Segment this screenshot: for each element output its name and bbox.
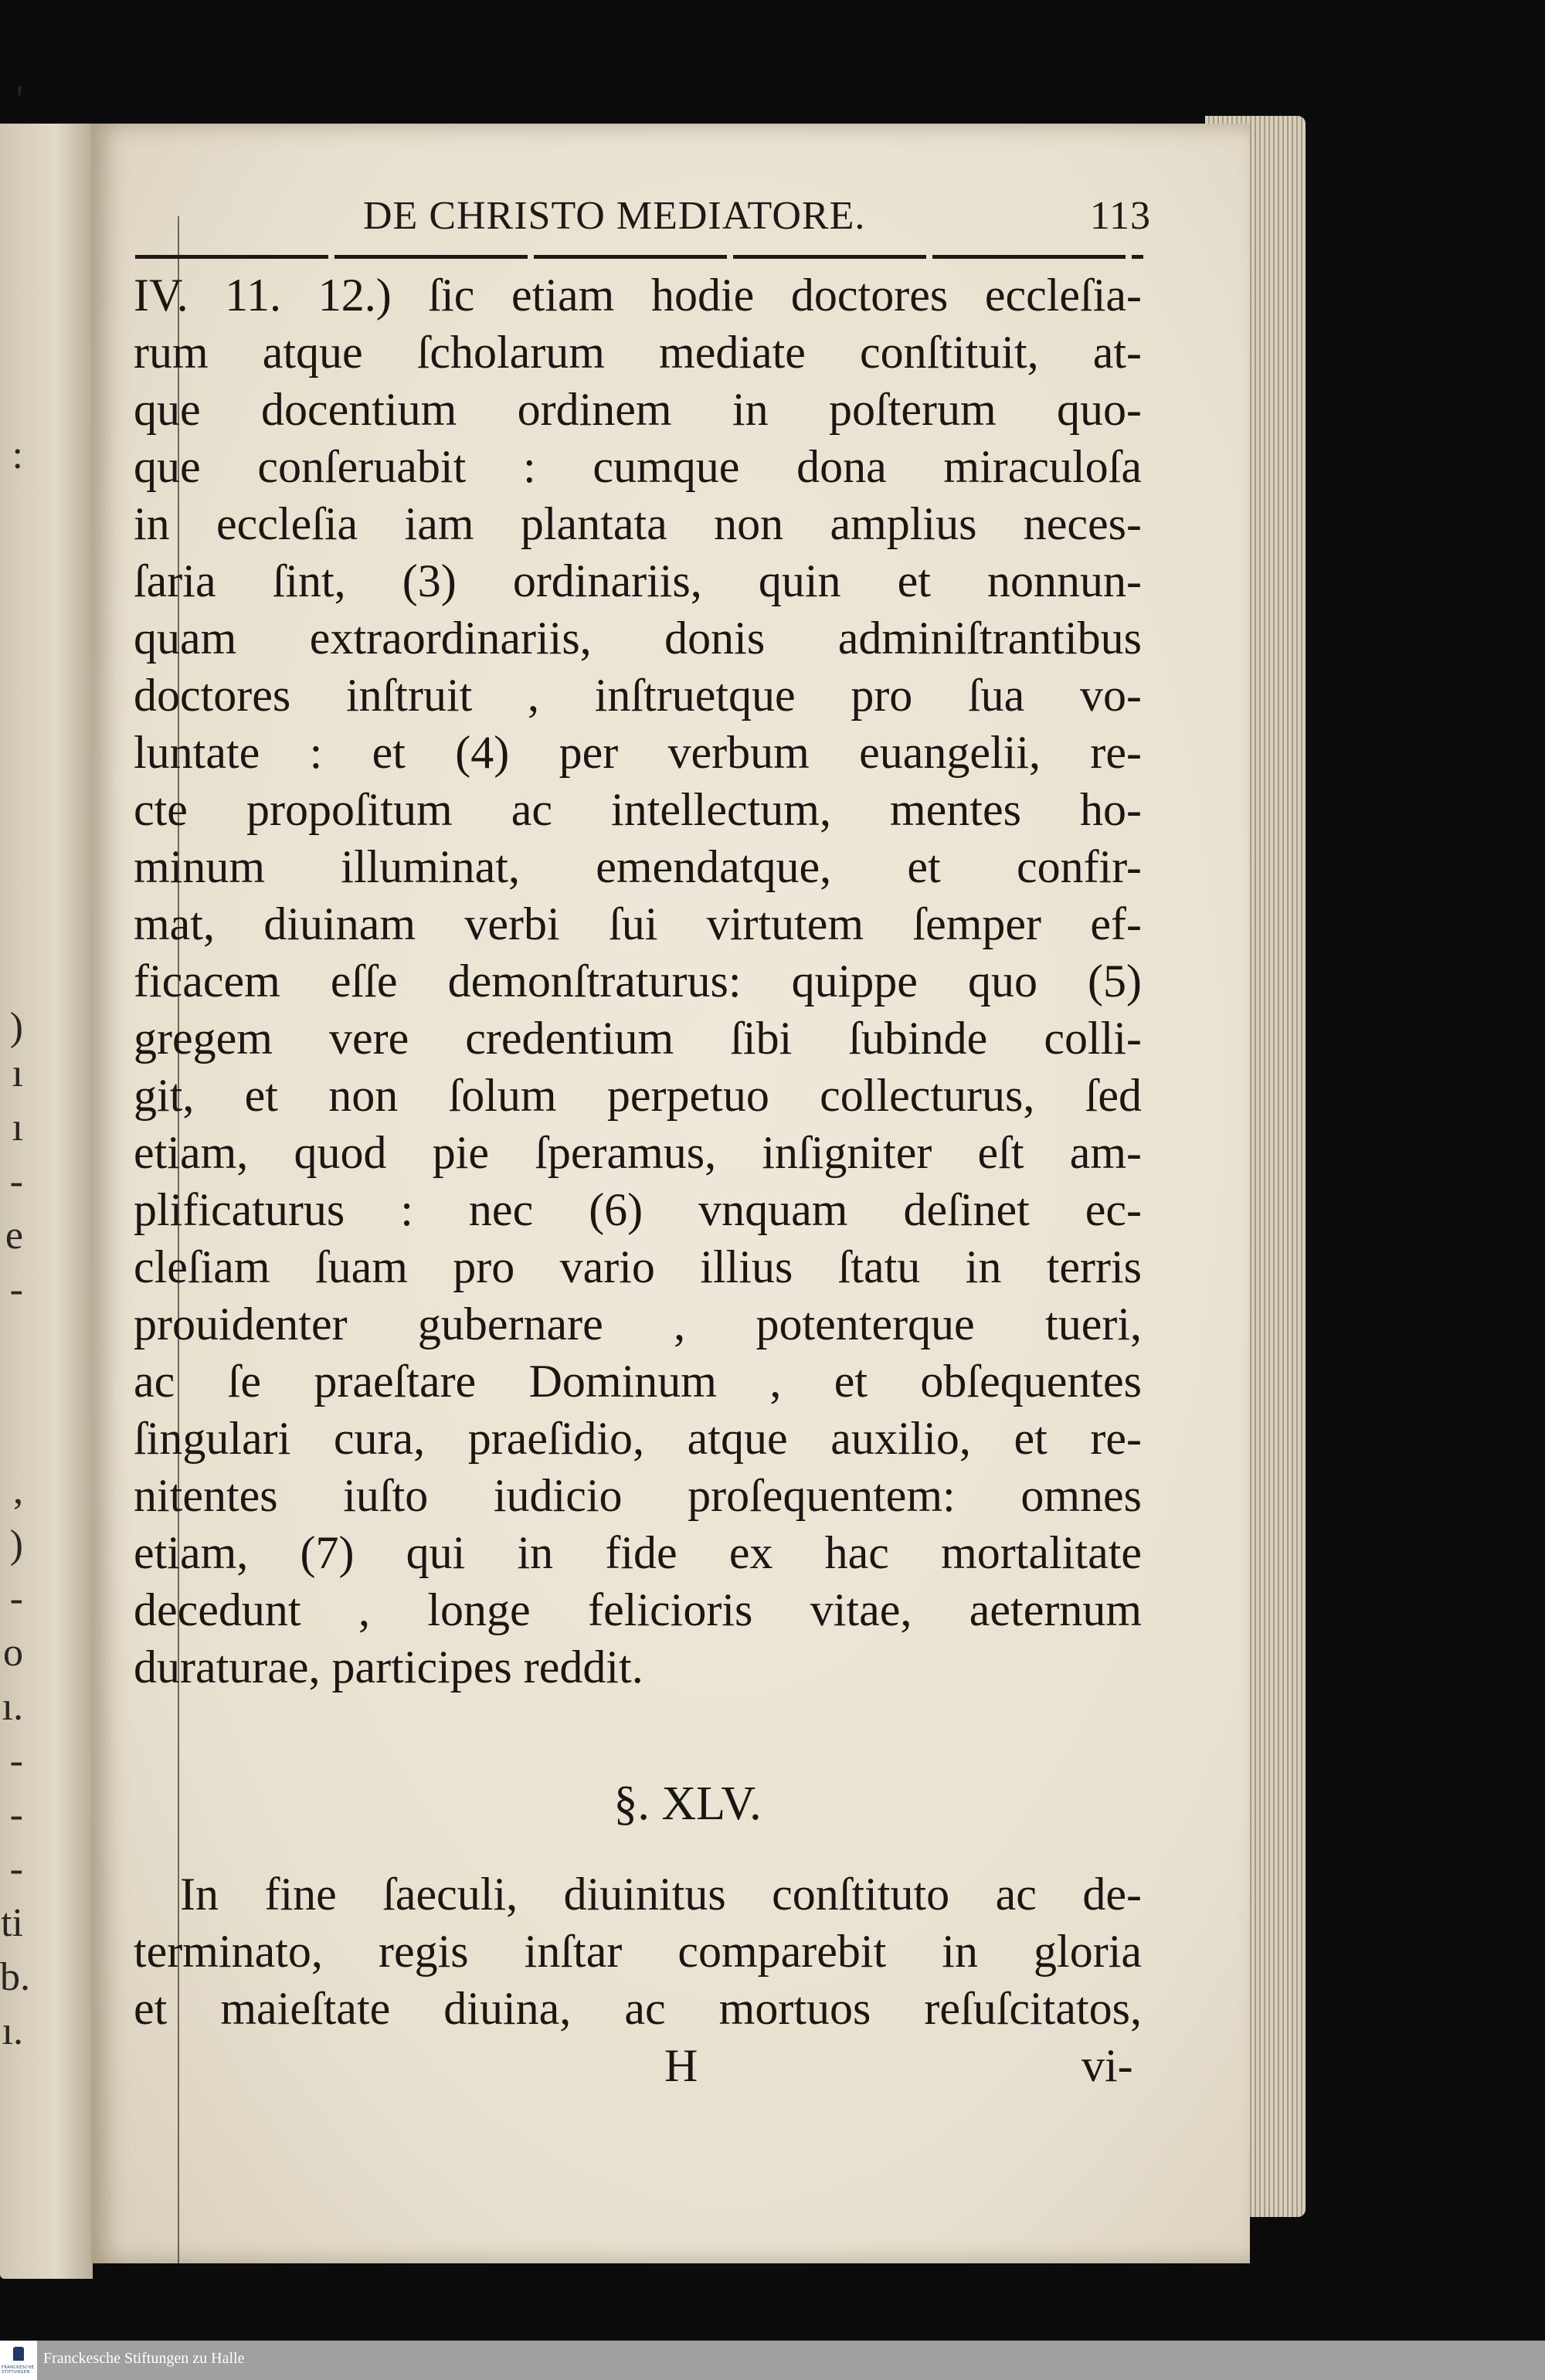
- text-line: in eccleſia iam plantata non amplius neces-: [134, 498, 1142, 549]
- facing-page-edge: [0, 78, 93, 2279]
- text-line: decedunt , longe felicioris vitae, aeternum: [134, 1584, 1142, 1635]
- facing-page-fragment: ı.: [2, 1685, 23, 1729]
- text-line: ac ſe praeſtare Dominum , et obſequentes: [134, 1356, 1142, 1407]
- text-line: rum atque ſcholarum mediate conſtituit, at-: [134, 327, 1142, 378]
- text-line: IV. 11. 12.) ſic etiam hodie doctores eccleſia-: [134, 270, 1142, 321]
- facing-page-fragment: ,: [13, 1468, 23, 1513]
- facing-page-fragment: b.: [0, 1955, 30, 1999]
- body-paragraph: [134, 267, 1142, 1696]
- facing-page-fragment: e: [5, 1214, 23, 1258]
- facing-page-fragment: ti: [1, 1901, 23, 1945]
- header-rule: [135, 255, 1143, 259]
- text-line: In fine ſaeculi, diuinitus conſtituto ac de-: [180, 1869, 1142, 1920]
- text-line: minum illuminat, emendatque, et confir-: [134, 841, 1142, 892]
- text-line: cte propoſitum ac intellectum, mentes ho-: [134, 784, 1142, 835]
- institution-logo: [0, 2341, 37, 2380]
- text-line: gregem vere credentium ſibi ſubinde colli-: [134, 1013, 1142, 1064]
- signature-mark: H: [664, 2040, 698, 2091]
- logo-text: FRANCKESCHE STIFTUNGEN: [2, 2365, 35, 2375]
- text-line: ficacem eſſe demonſtraturus: quippe quo (5): [134, 956, 1142, 1007]
- section-paragraph: [134, 1866, 1142, 2037]
- text-line: git, et non ſolum perpetuo collecturus, ſed: [134, 1070, 1142, 1121]
- text-line: mat, diuinam verbi ſui virtutem ſemper ef-: [134, 898, 1142, 949]
- text-line: cleſiam ſuam pro vario illius ſtatu in terris: [134, 1241, 1142, 1292]
- facing-page-fragment: -: [9, 1577, 23, 1621]
- facing-page-fragment: -: [9, 1739, 23, 1783]
- facing-page-fragment: -: [9, 1268, 23, 1312]
- facing-page-fragment: :: [12, 433, 23, 477]
- text-line: prouidenter gubernare , potenterque tueri,: [134, 1299, 1142, 1350]
- page-number: 113: [1089, 194, 1151, 238]
- footer-credit: Franckesche Stiftungen zu Halle: [43, 2350, 245, 2367]
- facing-page-fragment: -: [9, 1159, 23, 1204]
- text-line: etiam, (7) qui in fide ex hac mortalitate: [134, 1527, 1142, 1578]
- running-head-title: DE CHRISTO MEDIATORE.: [363, 194, 866, 238]
- text-line: etiam, quod pie ſperamus, inſigniter eſt am-: [134, 1127, 1142, 1178]
- text-line: que conſeruabit : cumque dona miraculoſa: [134, 441, 1142, 492]
- text-line: plificaturus : nec (6) vnquam deſinet ec-: [134, 1184, 1142, 1235]
- facing-page-fragment: ı: [12, 1105, 23, 1149]
- text-line: ſingulari cura, praeſidio, atque auxilio, et re-: [134, 1413, 1142, 1464]
- facing-page-fragment: -: [9, 1847, 23, 1891]
- facing-page-fragment: o: [3, 1631, 23, 1675]
- catchword: vi-: [1082, 2040, 1133, 2091]
- logo-figure-icon: [13, 2347, 24, 2361]
- text-line: doctores inſtruit , inſtruetque pro ſua vo-: [134, 670, 1142, 721]
- text-line: duraturae, participes reddit.: [134, 1642, 643, 1692]
- text-line: luntate : et (4) per verbum euangelii, re-: [134, 727, 1142, 778]
- text-line: et maieſtate diuina, ac mortuos reſuſcitatos,: [134, 1983, 1142, 2034]
- footer-bar: [0, 2341, 1545, 2380]
- facing-page-fragment: ): [9, 1523, 23, 1567]
- facing-page-fragment: ı.: [2, 2009, 23, 2053]
- running-head: [224, 193, 1151, 247]
- text-line: ſaria ſint, (3) ordinariis, quin et nonnun-: [134, 555, 1142, 606]
- text-line: que docentium ordinem in poſterum quo-: [134, 384, 1142, 435]
- facing-page-fragment: ı: [12, 1051, 23, 1095]
- text-line: nitentes iuſto iudicio proſequentem: omnes: [134, 1470, 1142, 1521]
- facing-page-fragment: ': [15, 78, 23, 122]
- facing-page-fragment: -: [9, 1793, 23, 1837]
- text-line: quam extraordinariis, donis adminiſtrantibus: [134, 613, 1142, 664]
- section-heading: §. XLV.: [613, 1777, 762, 1830]
- facing-page-fragment: ): [9, 1005, 23, 1049]
- text-line: terminato, regis inſtar comparebit in gloria: [134, 1926, 1142, 1977]
